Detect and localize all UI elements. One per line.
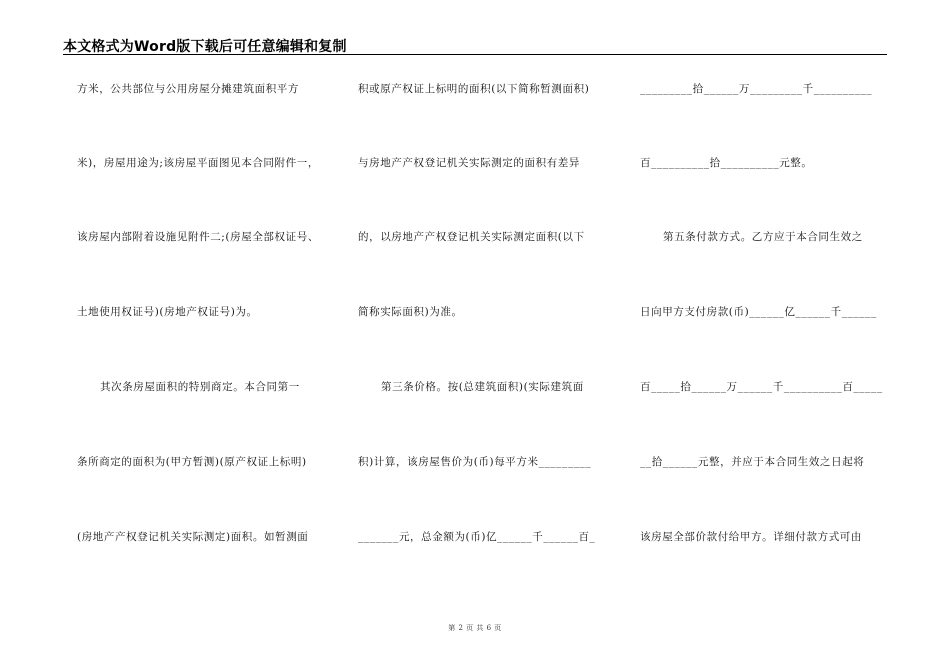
text-line: 的，以房地产产权登记机关实际测定面积(以下 [358, 231, 585, 243]
text-line: 与房地产产权登记机关实际测定的面积有差异 [358, 157, 580, 169]
text-line: 积)计算，该房屋售价为(币)每平方米_________ [358, 456, 592, 468]
text-line: 积或原产权证上标明的面积(以下简称暂测面积) [358, 83, 590, 95]
text-line: 百_____拾______万______千__________百_____ [640, 381, 883, 393]
text-line: 该房屋内部附着设施见附件二;(房屋全部权证号、 [77, 231, 319, 243]
text-line: _________拾______万_________千__________ [640, 83, 873, 95]
text-line: _______元，总金额为(币)亿______千______百_ [358, 531, 596, 543]
page-header: 本文格式为Word版下载后可任意编辑和复制 [63, 39, 347, 55]
text-line: 第五条付款方式。乙方应于本合同生效之 [663, 231, 863, 243]
page-number: 第 2 页 共 6 页 [448, 624, 502, 632]
text-line: 日向甲方支付房款(币)______亿______千______ [640, 306, 877, 318]
header-rule [63, 54, 887, 55]
text-line: 其次条房屋面积的特别商定。本合同第一 [100, 381, 300, 393]
text-line: 百__________拾__________元整。 [640, 157, 813, 169]
text-line: 米)，房屋用途为;该房屋平面图见本合同附件一， [77, 157, 319, 169]
text-line: __拾______元整，并应于本合同生效之日起将 [640, 456, 865, 468]
text-line: 土地使用权证号)(房地产权证号)为。 [77, 306, 258, 318]
text-line: 条所商定的面积为(甲方暂测)(原产权证上标明) [77, 456, 307, 468]
text-line: 该房屋全部价款付给甲方。详细付款方式可由 [640, 531, 862, 543]
text-line: 第三条价格。按(总建筑面积)(实际建筑面 [381, 381, 584, 393]
text-line: 简称实际面积)为准。 [358, 306, 463, 318]
text-line: (房地产产权登记机关实际测定)面积。如暂测面 [77, 531, 309, 543]
text-line: 方米，公共部位与公用房屋分摊建筑面积平方 [77, 83, 299, 95]
